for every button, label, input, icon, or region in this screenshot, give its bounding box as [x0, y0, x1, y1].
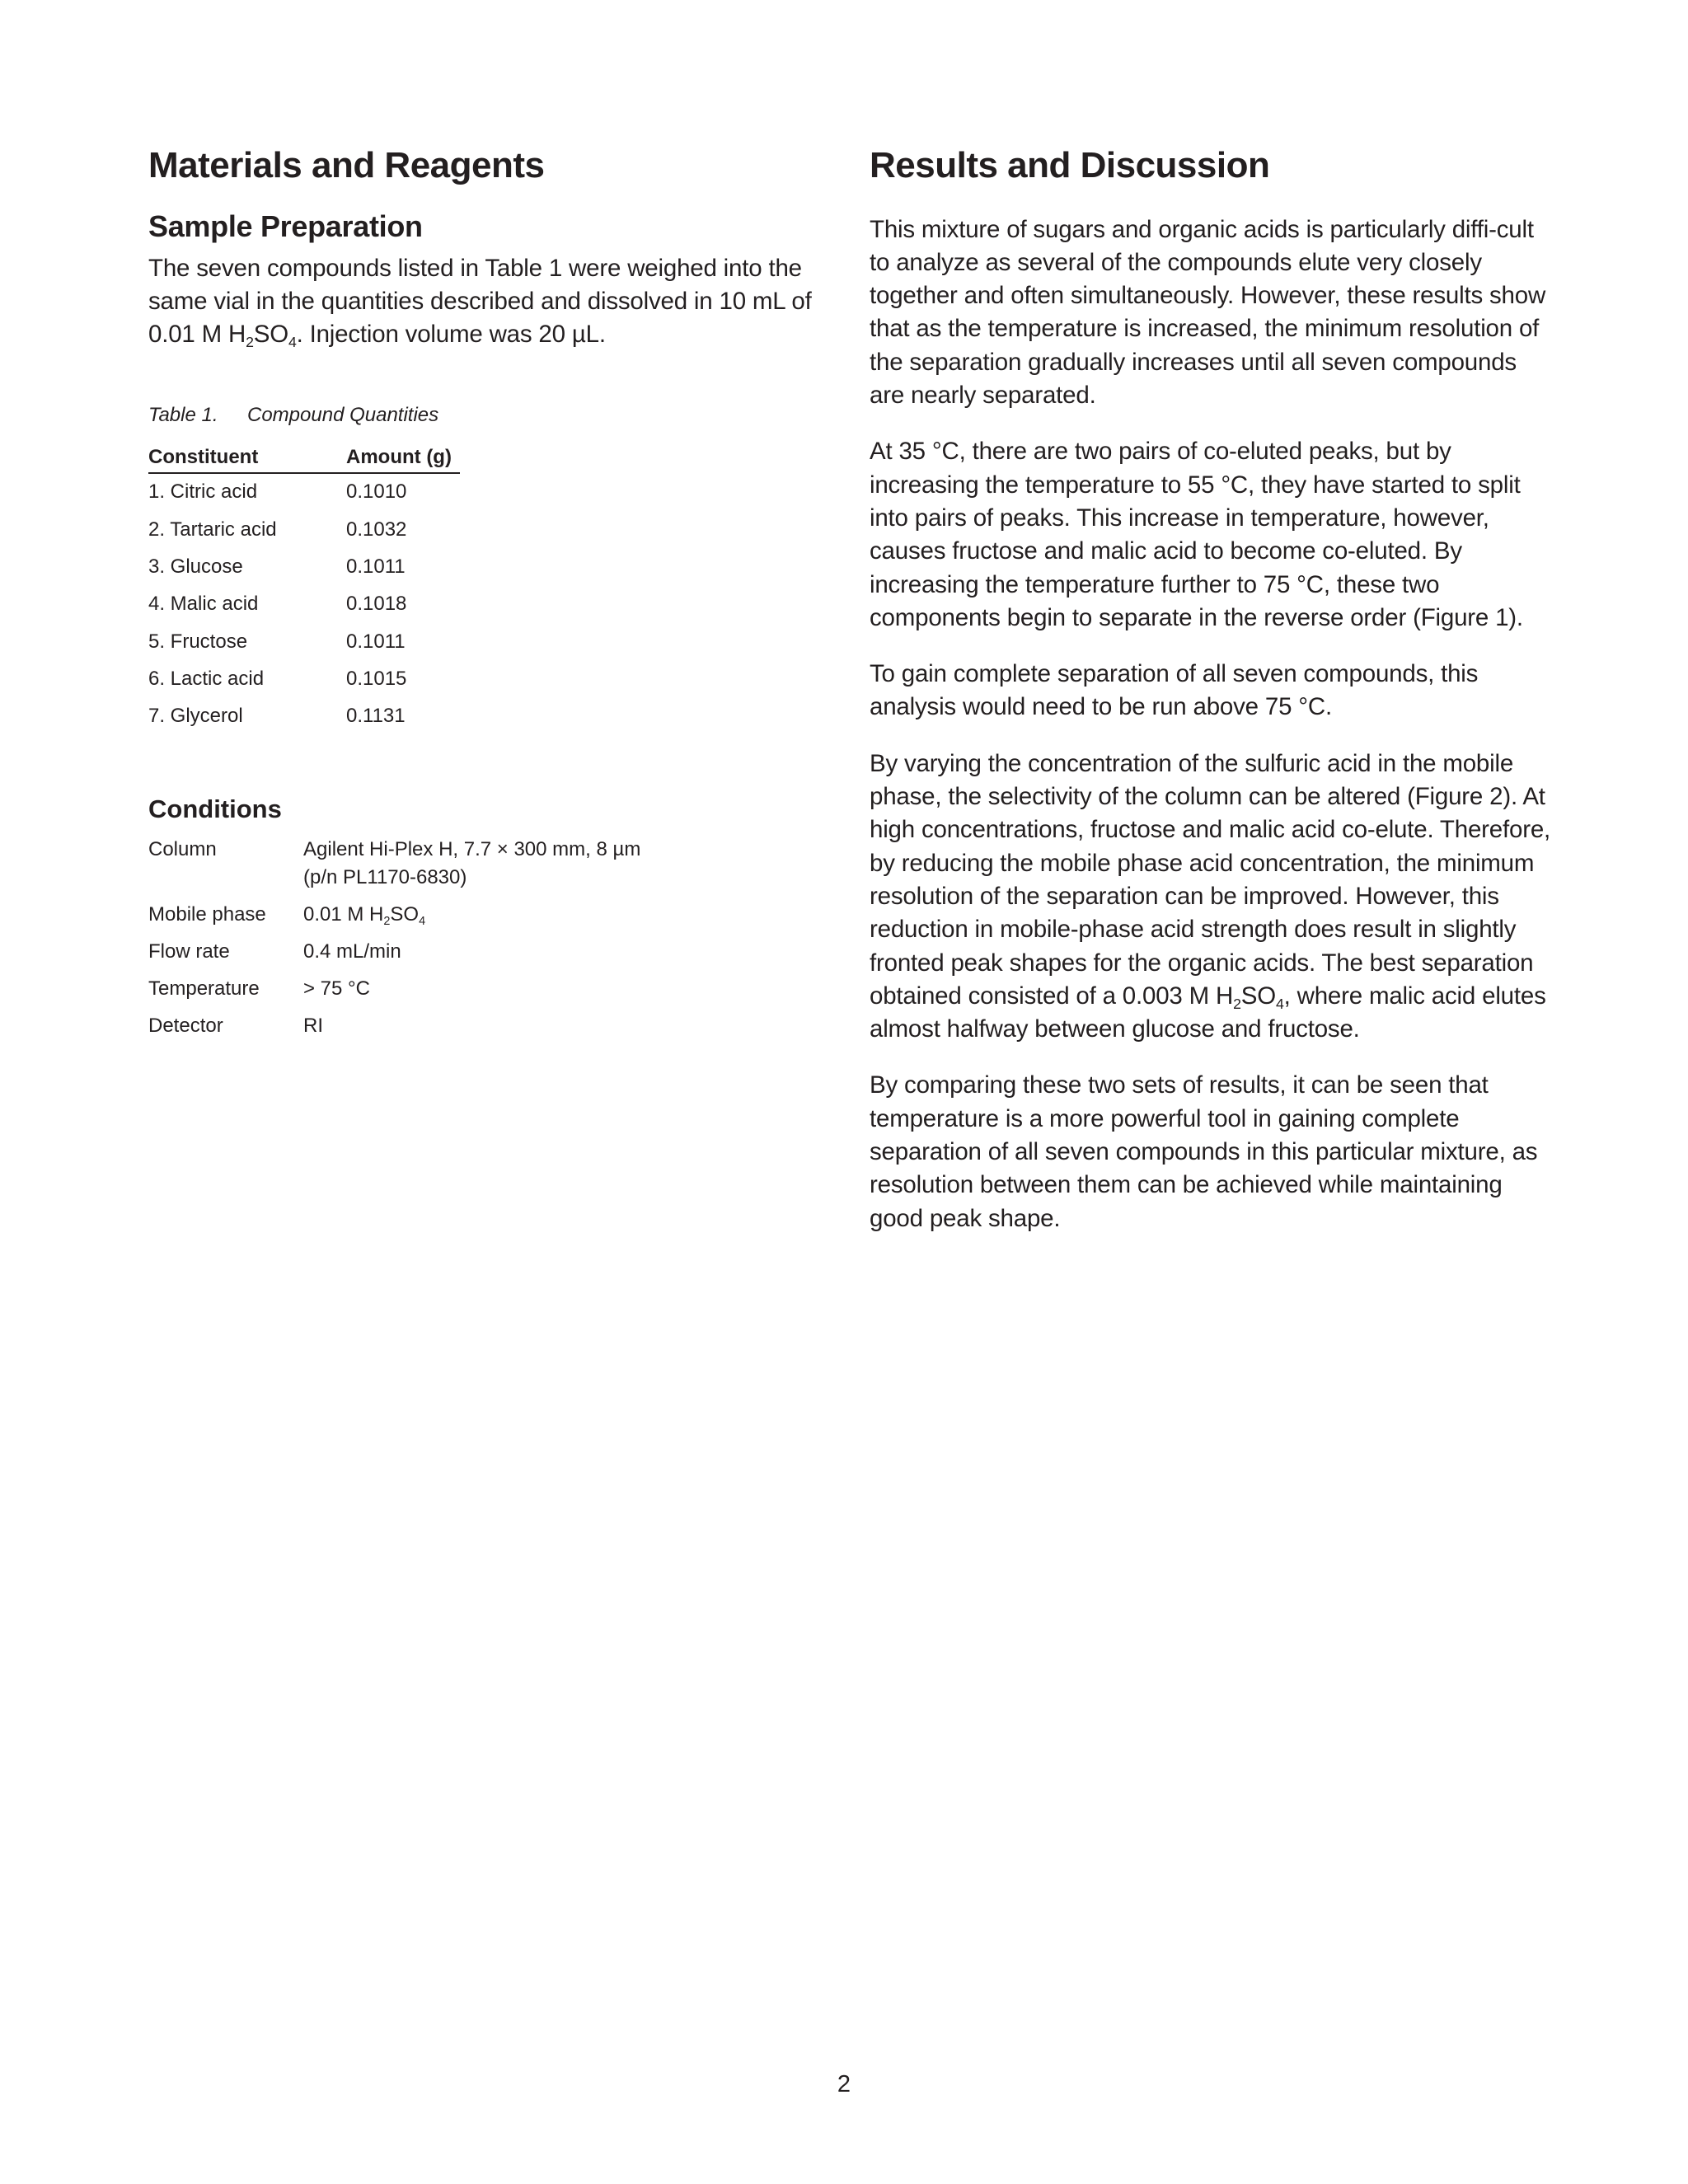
table-caption-number: Table 1. [148, 403, 218, 426]
compound-quantities-table [148, 441, 460, 735]
column-value-line2: (p/n PL1170-6830) [303, 865, 467, 888]
results-paragraph-4: By varying the concentration of the sulfuric acid in the mobile phase, the selectivity of the column can be altered (Figure 2). At high concentrations, fructose and malic acid co-elute. Therefore, by reducing the mobile phase acid concentration, the minimum resolution of the separation can be improved. However, this reduction in mobile-phase acid strength does result in slightly fronted peak shapes for the organic acids. The best separation obtained consisted of a 0.003 M $H_2SO_4$, where malic acid elutes almost halfway between glucose and fructose. [870, 749, 1551, 1043]
condition-label: Temperature [148, 977, 260, 1000]
condition-detector [148, 1012, 824, 1040]
condition-label: Detector [148, 1014, 223, 1037]
column-value-line1: Agilent Hi-Plex H, 7.7 × 300 mm, 8 µm [303, 837, 641, 860]
results-paragraph-2: At 35 °C, there are two pairs of co-eluted peaks, but by increasing the temperature to 55 °C, they have started to split into pairs of peaks. This increase in temperature, however, causes fructose and malic acid to become co-eluted. By increasing the temperature further to 75 °C, these two components begin to separate in the reverse order (Figure 1). [870, 438, 1523, 631]
amount-cell: 0.1018 [346, 593, 407, 616]
sample-prep-heading: Sample Preparation [148, 209, 423, 243]
column-header-constituent: Constituent [148, 441, 346, 473]
amount-cell: 0.1011 [346, 555, 406, 578]
left-column [148, 145, 824, 1049]
amount-cell: 0.1010 [346, 480, 407, 504]
right-column [870, 145, 1554, 1258]
amount-cell: 0.1011 [346, 630, 406, 653]
constituent-cell: 1. Citric acid [148, 480, 258, 504]
condition-label: Flow rate [148, 940, 230, 963]
table-caption [148, 401, 824, 429]
condition-value: 0.01 M $H_2SO_4$ [303, 902, 426, 928]
condition-column [148, 836, 824, 892]
constituent-cell: 2. Tartaric acid [148, 518, 277, 541]
table-row [148, 660, 460, 697]
results-paragraph-1: This mixture of sugars and organic acids is particularly diffi-cult to analyze as several of the compounds elute very closely together and often simultaneously. However, these results show that as the temperature is increased, the minimum resolution of the separation gradually increases until all seven compounds are nearly separated. [870, 215, 1546, 410]
table-caption-title: Compound Quantities [247, 403, 439, 426]
table-row [148, 623, 460, 660]
materials-heading: Materials and Reagents [148, 145, 545, 185]
results-heading: Results and Discussion [870, 145, 1270, 185]
condition-value: RI [303, 1014, 323, 1037]
condition-label: Mobile phase [148, 902, 266, 926]
results-paragraph-5: By comparing these two sets of results, it can be seen that temperature is a more powerful tool in gaining complete separation of all seven compounds in this particular mixture, as resolution between them can be achieved while maintaining good peak shape. [870, 1071, 1538, 1232]
constituent-cell: 3. Glucose [148, 555, 243, 578]
results-paragraph-3: To gain complete separation of all seven compounds, this analysis would need to be run above 75 °C. [870, 660, 1479, 721]
sample-prep-paragraph: The seven compounds listed in Table 1 were weighed into the same vial in the quantities described and dissolved in 10 mL of 0.01 M $H_2SO_4$. Injection volume was 20 µL. [148, 254, 812, 351]
condition-value: > 75 °C [303, 977, 370, 1000]
constituent-cell: 5. Fructose [148, 630, 248, 653]
constituent-cell: 6. Lactic acid [148, 667, 265, 690]
constituent-cell: 4. Malic acid [148, 593, 259, 616]
amount-cell: 0.1131 [346, 705, 406, 728]
amount-cell: 0.1032 [346, 518, 407, 541]
condition-value [303, 836, 824, 892]
condition-label: Column [148, 837, 217, 860]
condition-temperature [148, 975, 824, 1003]
table-header-row [148, 441, 460, 473]
table-row [148, 697, 460, 734]
constituent-cell: 7. Glycerol [148, 705, 243, 728]
conditions-heading: Conditions [148, 794, 282, 823]
column-header-amount: Amount (g) [346, 441, 460, 473]
table-row [148, 511, 460, 548]
table-row [148, 586, 460, 623]
table-row [148, 548, 460, 585]
amount-cell: 0.1015 [346, 667, 407, 690]
condition-value: 0.4 mL/min [303, 940, 401, 963]
condition-mobile-phase [148, 901, 824, 929]
condition-flow-rate [148, 938, 824, 966]
page-number: 2 [837, 2071, 851, 2097]
table-row [148, 473, 460, 511]
